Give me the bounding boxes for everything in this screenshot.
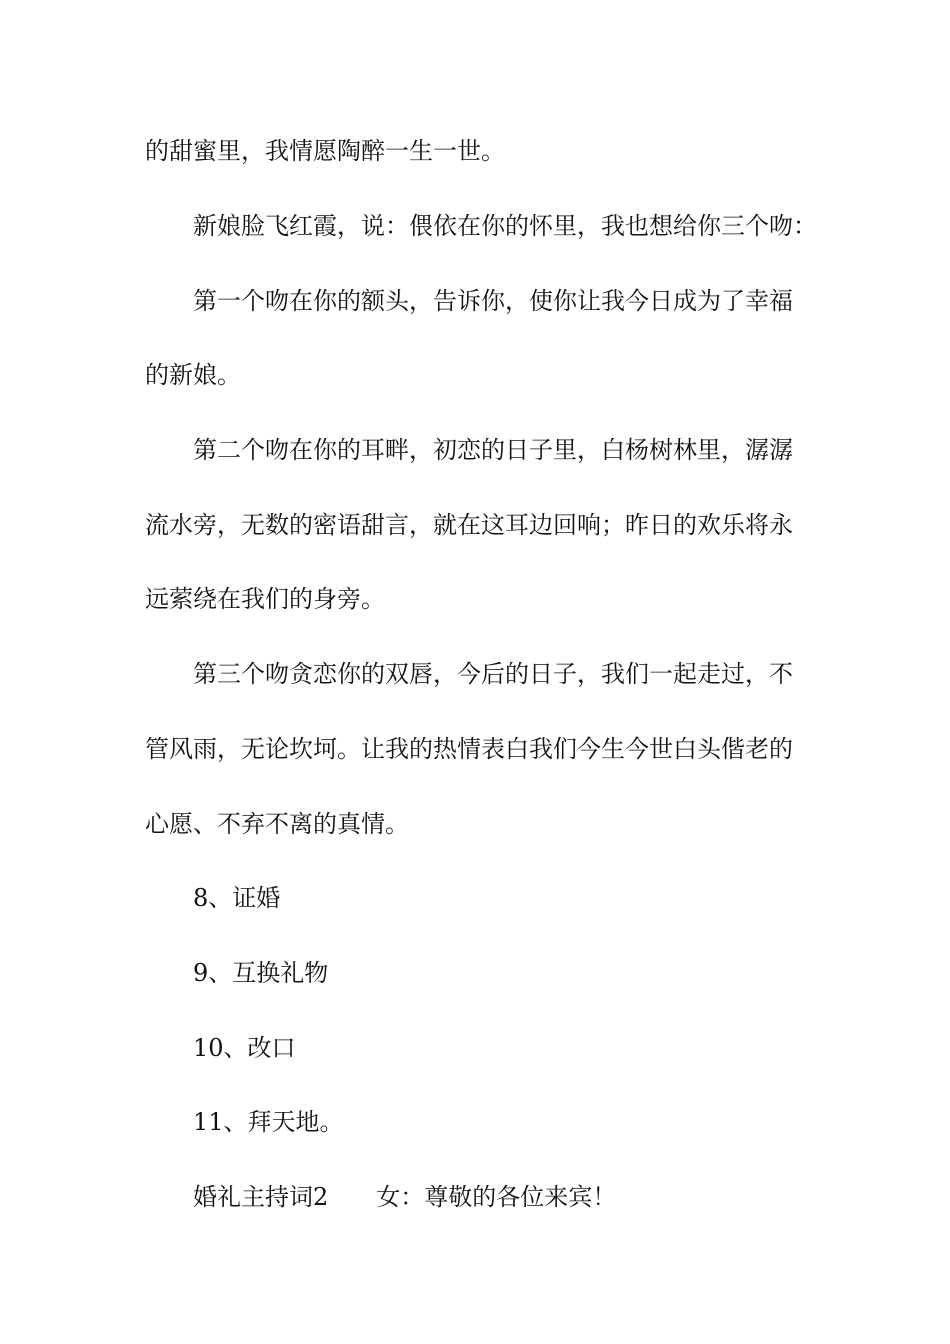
paragraph-line: 远萦绕在我们的身旁。 <box>145 585 385 613</box>
paragraph-line: 心愿、不弃不离的真情。 <box>145 810 409 838</box>
list-item: 9、互换礼物 <box>193 959 329 987</box>
paragraph-line: 第二个吻在你的耳畔，初恋的日子里，白杨树林里，潺潺 <box>193 436 793 464</box>
list-item: 8、证婚 <box>193 884 281 912</box>
paragraph-line: 第一个吻在你的额头，告诉你，使你让我今日成为了幸福 <box>193 287 793 315</box>
list-item: 11、拜天地。 <box>193 1108 344 1136</box>
paragraph-line: 的甜蜜里，我情愿陶醉一生一世。 <box>145 137 505 165</box>
paragraph-line: 新娘脸飞红霞，说：偎依在你的怀里，我也想给你三个吻： <box>193 212 817 240</box>
list-item: 10、改口 <box>193 1034 296 1062</box>
paragraph-line: 第三个吻贪恋你的双唇，今后的日子，我们一起走过，不 <box>193 660 793 688</box>
section-heading: 婚礼主持词2 <box>193 1183 329 1211</box>
speech-text: 女：尊敬的各位来宾！ <box>376 1183 617 1211</box>
paragraph-line: 管风雨，无论坎坷。让我的热情表白我们今生今世白头偕老的 <box>145 735 793 763</box>
section-line <box>193 1182 873 1212</box>
paragraph-line: 的新娘。 <box>145 361 241 389</box>
paragraph-line: 流水旁，无数的密语甜言，就在这耳边回响；昨日的欢乐将永 <box>145 511 793 539</box>
